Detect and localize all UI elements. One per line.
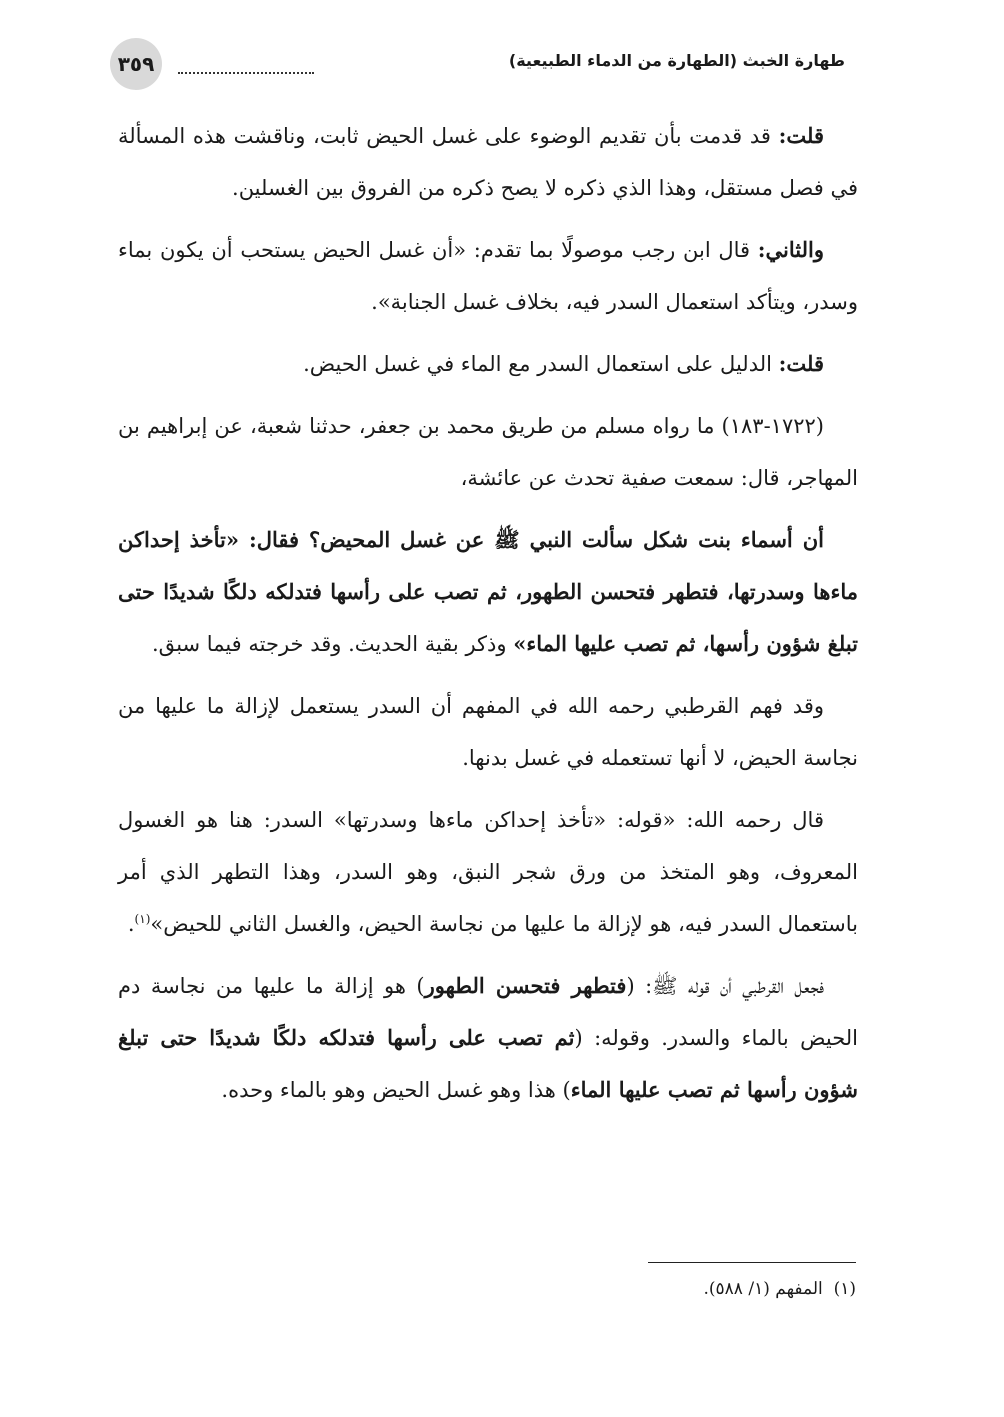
paragraph-1-lead: قلت: [778, 123, 824, 148]
footnote-number: (١) [833, 1279, 856, 1299]
page-body [118, 110, 858, 1126]
footnote-reference[interactable]: (١) [134, 912, 151, 926]
running-header [110, 38, 845, 98]
paragraph-8-bold-2: ثم تصب على رأسها فتدلكه دلكًا شديدًا حتى تبلغ شؤون رأسها ثم تصب عليها الماء [118, 1025, 858, 1102]
paragraph-6 [118, 680, 858, 784]
paragraph-4 [118, 400, 858, 504]
paragraph-3-text: الدليل على استعمال السدر مع الماء في غسل الحيض. [303, 352, 779, 376]
paragraph-8-text-2: ) هو إزالة ما عليها من نجاسة دم الحيض بالماء والسدر. وقوله: ( [118, 974, 858, 1050]
footnote [356, 1273, 856, 1305]
paragraph-1 [118, 110, 858, 214]
header-title [509, 51, 845, 70]
paragraph-7-text: قال رحمه الله: «قوله: «تأخذ إحداكن ماءها وسدرتها» السدر: هنا هو الغسول المعروف، وهو المتخذ من ورق شجر النبق، وهو السدر، وهذا التطهر الذي أمر باستعمال السدر فيه، هو لإزالة ما عليها من نجاسة الحيض، والغسل الثاني للحيض» [118, 808, 858, 936]
paragraph-1-text: قد قدمت بأن تقديم الوضوء على غسل الحيض ثابت، وناقشت هذه المسألة في فصل مستقل، وهذا الذي ذكره لا يصح ذكره من الفروق بين الغسلين. [118, 124, 858, 200]
paragraph-5-text: وذكر بقية الحديث. وقد خرجته فيما سبق. [152, 632, 514, 656]
paragraph-5-hadith: أن أسماء بنت شكل سألت النبي ﷺ عن غسل المحيض؟ فقال: «تأخذ إحداكن ماءها وسدرتها، فتطهر فتحسن الطهور، ثم تصب على رأسها فتدلكه دلكًا شديدًا حتى تبلغ شؤون رأسها، ثم تصب عليها الماء» [118, 527, 858, 656]
footnote-text: المفهم (١/ ٥٨٨). [703, 1279, 823, 1299]
paragraph-2 [118, 224, 858, 328]
paragraph-5 [118, 514, 858, 670]
paragraph-8 [118, 960, 858, 1116]
paragraph-8-bold-1: فتطهر فتحسن الطهور [424, 973, 627, 998]
paragraph-7 [118, 794, 858, 950]
paragraph-2-lead: والثاني: [757, 237, 824, 262]
paragraph-7-end: . [127, 912, 135, 936]
paragraph-8-text-3: ) هذا وهو غسل الحيض وهو بالماء وحده. [221, 1078, 571, 1102]
paragraph-3 [118, 338, 858, 390]
footnote-divider [648, 1262, 856, 1263]
page-number: ٣٥٩ [117, 52, 155, 76]
paragraph-6-text: وقد فهم القرطبي رحمه الله في المفهم أن السدر يستعمل لإزالة ما عليها من نجاسة الحيض، لا أنها تستعمله في غسل بدنها. [118, 694, 858, 770]
page-number-badge [110, 38, 162, 90]
paragraph-2-text: قال ابن رجب موصولًا بما تقدم: «أن غسل الحيض يستحب أن يكون بماء وسدر، ويتأكد استعمال السدر فيه، بخلاف غسل الجنابة». [118, 238, 858, 314]
header-dotted-leader-left [178, 52, 314, 74]
paragraph-3-lead: قلت: [778, 351, 824, 376]
header-title-text: طهارة الخبث (الطهارة من الدماء الطبيعية) [508, 51, 845, 70]
paragraph-8-text-1: فجعل القرطبي أن قوله ﷺ: ( [626, 974, 824, 998]
paragraph-4-text: (١٧٢٢-١٨٣) ما رواه مسلم من طريق محمد بن جعفر، حدثنا شعبة، عن إبراهيم بن المهاجر، قال: سمعت صفية تحدث عن عائشة، [118, 414, 858, 490]
